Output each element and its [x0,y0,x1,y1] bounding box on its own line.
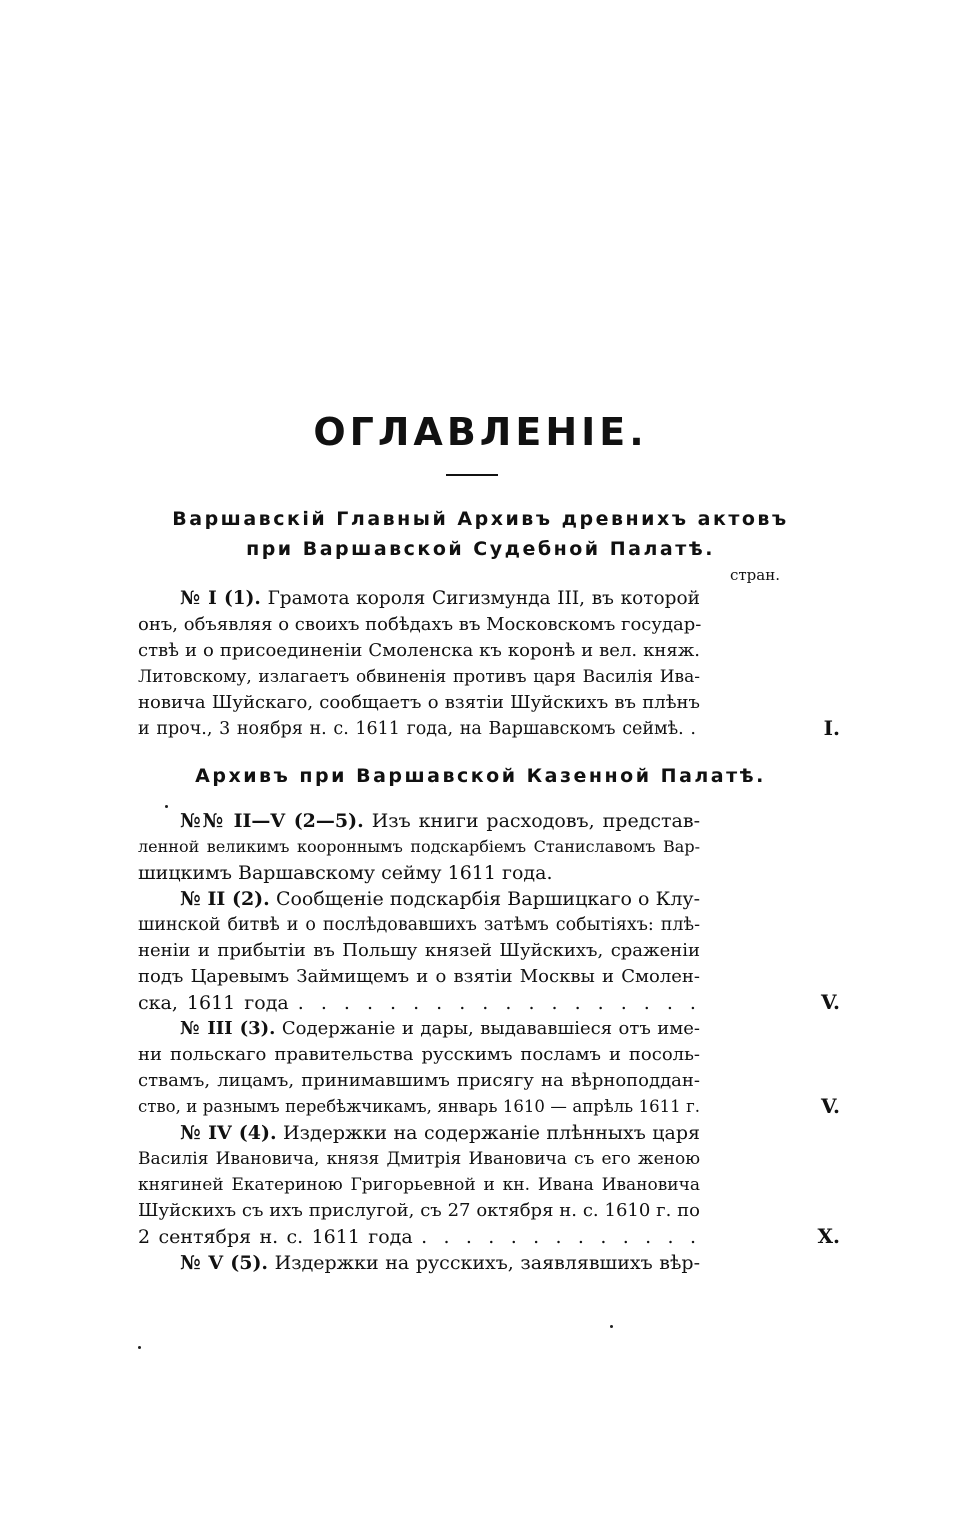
toc-entry-2-number: №№ II—V (2—5). [180,810,364,832]
toc-entry-5-line-1: № IV (4). Издержки на содержаніе плѣнныхъ царя [180,1122,700,1144]
leader-dots: . . . . . . . . . . . . . . . . . . [297,992,700,1014]
toc-entry-1-line-1: № I (1). Грамота короля Сигизмунда III, въ которой [180,588,700,609]
toc-entry-1-number: № I (1). [180,588,261,609]
scan-speck [165,805,168,808]
toc-entry-3-line-4: подъ Царевымъ Займищемъ и о взятіи Москвы и Смолен- [138,966,700,987]
toc-entry-5-page: X. [817,1224,840,1248]
toc-entry-4-line-3: ствамъ, лицамъ, принимавшимъ присягу на вѣрноподдан- [138,1070,700,1091]
toc-entry-4-line-4: ство, и разнымъ перебѣжчикамъ, январь 1610 — апрѣль 1611 г. [138,1097,700,1116]
section-heading-1-line-2: при Варшавской Судебной Палатѣ. [246,538,715,560]
toc-entry-6-number: № V (5). [180,1252,269,1274]
scan-speck [610,1325,613,1328]
toc-entry-1-line-5: новича Шуйскаго, сообщаетъ о взятіи Шуйскихъ въ плѣнъ [138,692,700,713]
toc-entry-2-line-2: ленной великимъ коороннымъ подскарбіемъ Станиславомъ Вар- [138,837,700,856]
page-title: ОГЛАВЛЕНІЕ. [313,410,648,454]
section-heading-2: Архивъ при Варшавской Казенной Палатѣ. [195,765,766,787]
leader-dots: . [690,719,700,739]
toc-entry-5-number: № IV (4). [180,1122,277,1144]
toc-entry-3-line-1: № II (2). Сообщеніе подскарбія Варшицкаго о Клу- [180,888,700,910]
title-rule [446,474,498,476]
toc-entry-5-line-4: Шуйскихъ съ ихъ прислугой, съ 27 октября н. с. 1610 г. по [138,1200,700,1221]
toc-entry-3-line-2: шинской битвѣ и о послѣдовавшихъ затѣмъ событіяхъ: плѣ- [138,915,700,935]
toc-entry-2-line-1: №№ II—V (2—5). Изъ книги расходовъ, представ- [180,810,700,832]
toc-entry-3-line-5: ска, 1611 года . . . . . . . . . . . . . . . . . . [138,992,700,1014]
toc-entry-1-line-4: Литовскому, излагаетъ обвиненія противъ царя Василія Ива- [138,667,700,687]
scan-speck [138,1346,141,1349]
toc-entry-4-number: № III (3). [180,1018,276,1039]
toc-entry-4-page: V. [821,1094,840,1118]
toc-entry-5-line-3: княгиней Екатериною Григорьевной и кн. Ивана Ивановича [138,1175,700,1195]
section-heading-1-line-1: Варшавскій Главный Архивъ древнихъ актовъ [172,508,789,530]
toc-entry-2-line-3: шицкимъ Варшавскому сейму 1611 года. [138,862,553,884]
toc-entry-3-page: V. [821,990,840,1014]
toc-entry-3-number: № II (2). [180,888,270,910]
toc-entry-5-line-5: 2 сентября н. с. 1611 года . . . . . . . . . . . . . [138,1226,700,1248]
toc-entry-4-line-2: ни польскаго правительства русскимъ посламъ и посоль- [138,1044,700,1065]
toc-entry-5-line-2: Василія Ивановича, князя Дмитрія Ивановича съ его женою [138,1149,700,1169]
toc-entry-1-line-3: ствѣ и о присоединеніи Смоленска къ коронѣ и вел. княж. [138,640,700,661]
toc-entry-1-page: I. [823,716,840,740]
toc-entry-3-line-3: неніи и прибытіи въ Польшу князей Шуйскихъ, сраженіи [138,940,700,961]
page-column-label: стран. [729,566,780,584]
toc-entry-4-line-1: № III (3). Содержаніе и дары, выдававшіеся отъ име- [180,1018,700,1039]
leader-dots: . . . . . . . . . . . . . [421,1226,700,1248]
toc-entry-6-line-1: № V (5). Издержки на русскихъ, заявлявшихъ вѣр- [180,1252,700,1274]
toc-entry-1-line-2: онъ, объявляя о своихъ побѣдахъ въ Московскомъ государ- [138,614,702,635]
toc-entry-1-line-6: и проч., 3 ноября н. с. 1611 года, на Варшавскомъ сеймѣ. . [138,719,700,739]
